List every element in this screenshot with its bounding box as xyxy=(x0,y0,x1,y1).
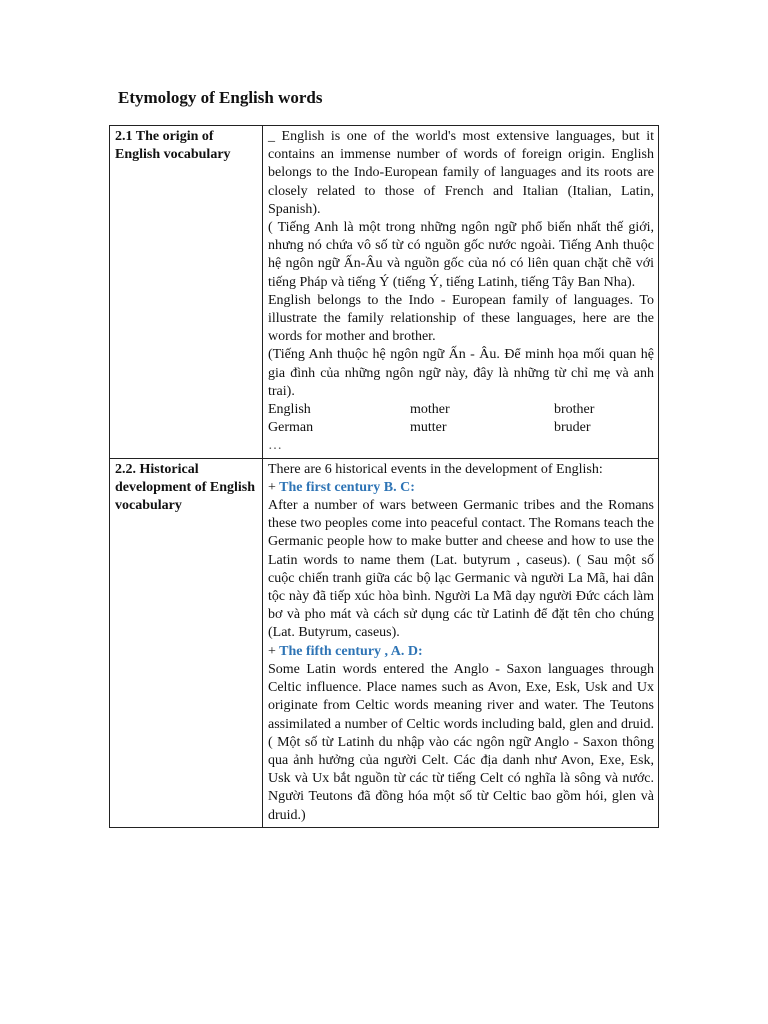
content-table xyxy=(109,125,659,828)
event-heading-text: The fifth century , A. D: xyxy=(279,643,423,659)
paragraph: English belongs to the Indo - European family of languages. To illustrate the family relationship of these languages, here are the words for mother and brother. xyxy=(268,292,654,345)
word-cell: English xyxy=(268,402,311,418)
paragraph: Some Latin words entered the Anglo - Saxon languages through Celtic influence. Place names such as Avon, Exe, Esk, Usk and Ux originate from Celtic words meaning river and water. The Teutons assimilated a number of Celtic words including bald, glen and druid. ( Một số từ Latinh du nhập vào các ngôn ngữ Anglo - Saxon thông qua ảnh hưởng của người Celt. Các địa danh như Avon, Exe, Esk, Usk và Ux bắt nguồn từ các từ tiếng Celt có nghĩa là sông và nước. Người Teutons đã đồng hóa một số từ Celtic bao gồm hói, glen và druid.) xyxy=(268,661,654,823)
plus-marker: + xyxy=(268,479,276,495)
document-title: Etymology of English words xyxy=(118,88,323,107)
word-row xyxy=(268,401,654,419)
event-heading xyxy=(268,643,654,661)
paragraph: (Tiếng Anh thuộc hệ ngôn ngữ Ấn - Âu. Để minh họa mối quan hệ gia đình của những ngôn ngữ này, đây là những từ chỉ mẹ và anh trai). xyxy=(268,347,654,399)
word-row xyxy=(268,419,654,437)
word-cell: bruder xyxy=(554,420,591,436)
paragraph: ( Tiếng Anh là một trong những ngôn ngữ phổ biến nhất thế giới, nhưng nó chứa vô số từ có nguồn gốc nước ngoài. Tiếng Anh thuộc hệ ngôn ngữ Ấn-Âu và nguồn gốc của nó có liên quan chặt chẽ với tiếng Pháp và tiếng Ý (tiếng Ý, tiếng Latinh, tiếng Tây Ban Nha). xyxy=(268,220,654,290)
paragraph: There are 6 historical events in the development of English: xyxy=(268,461,603,477)
word-cell: German xyxy=(268,420,314,436)
word-cell: mutter xyxy=(410,420,447,436)
event-heading-text: The first century B. C: xyxy=(279,479,415,495)
paragraph: After a number of wars between Germanic tribes and the Romans these two peoples come into peaceful contact. The Romans teach the Germanic people how to make butter and cheese and how to use the Latin words to name them (Lat. butyrum , caseus). ( Sau một số cuộc chiến tranh giữa các bộ lạc Germanic và người La Mã, hai dân tộc này đã tiếp xúc hòa bình. Người La Mã dạy người Đức cách làm bơ và pho mát và cách sử dụng các từ Latinh để đặt tên cho chúng (Lat. Butyrum, caseus). xyxy=(268,498,654,641)
section-content xyxy=(263,126,659,459)
section-content xyxy=(263,458,659,827)
paragraph: _ English is one of the world's most extensive languages, but it contains an immense number of words of foreign origin. English belongs to the Indo-European family of languages and its roots are closely related to those of French and Italian (Italian, Latin, Spanish). xyxy=(268,129,654,217)
ellipsis: … xyxy=(268,438,282,454)
plus-marker: + xyxy=(268,643,276,659)
table-row xyxy=(110,458,659,827)
word-cell: brother xyxy=(554,402,595,418)
word-cell: mother xyxy=(410,402,450,418)
section-label: 2.2. Historical development of English vocabulary xyxy=(110,458,263,827)
section-label: 2.1 The origin of English vocabulary xyxy=(110,126,263,459)
event-heading xyxy=(268,479,654,497)
table-row xyxy=(110,126,659,459)
